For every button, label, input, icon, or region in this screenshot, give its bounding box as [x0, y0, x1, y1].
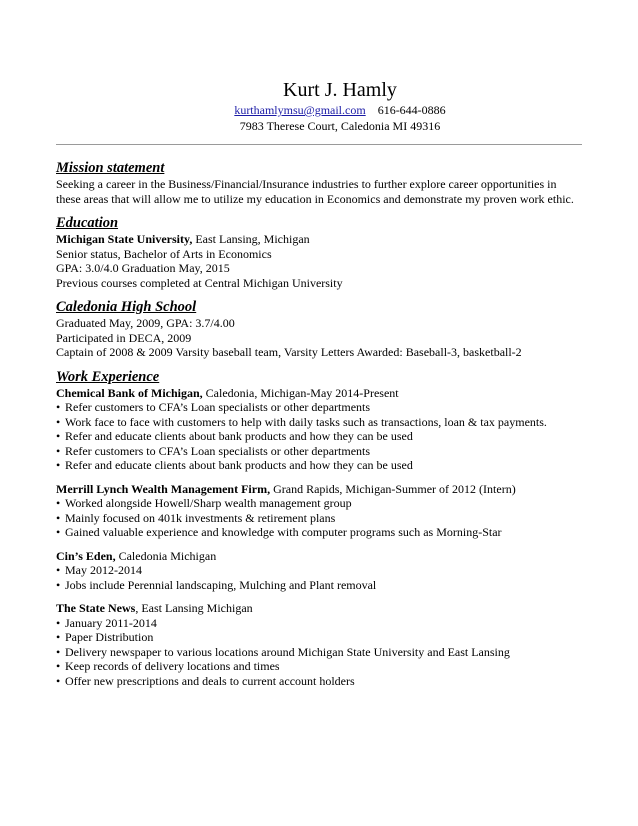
job-details: , East Lansing Michigan — [135, 601, 253, 615]
education-school-name: Michigan State University, — [56, 232, 193, 246]
candidate-name: Kurt J. Hamly — [283, 79, 397, 101]
job-bullet-text: Work face to face with customers to help with daily tasks such as transactions, loan & tax payments. — [65, 414, 547, 429]
bullet-icon: • — [56, 400, 61, 414]
mission-heading: Mission statement — [56, 160, 165, 176]
job-bullet — [56, 429, 586, 444]
job-bullet — [56, 525, 586, 540]
bullet-icon: • — [56, 563, 61, 577]
bullet-icon: • — [56, 673, 61, 688]
job-bullet-text: May 2012-2014 — [65, 563, 142, 577]
job-bullet-text: Keep records of delivery locations and times — [65, 659, 280, 673]
email-link[interactable]: kurthamlymsu@gmail.com — [234, 103, 366, 117]
bullet-icon: • — [56, 443, 61, 458]
job-bullet-text: Offer new prescriptions and deals to current account holders — [65, 673, 355, 688]
job-entry — [56, 386, 586, 473]
header-divider — [56, 144, 582, 145]
job-title-line — [56, 601, 586, 616]
job-bullet — [56, 458, 586, 473]
job-entry — [56, 601, 586, 688]
bullet-icon: • — [56, 630, 61, 644]
high-school-line: Graduated May, 2009, GPA: 3.7/4.00 — [56, 316, 235, 330]
education-school-location: East Lansing, Michigan — [192, 232, 310, 246]
resume-body — [56, 160, 586, 688]
bullet-icon: • — [56, 525, 61, 539]
education-line: Previous courses completed at Central Michigan University — [56, 275, 343, 290]
resume-header — [0, 78, 638, 134]
job-details: Caledonia Michigan — [115, 548, 217, 563]
bullet-icon: • — [56, 577, 61, 592]
job-entry — [56, 549, 586, 593]
job-bullet-text: Refer customers to CFA’s Loan specialists or other departments — [65, 400, 371, 414]
job-employer: Cin’s Eden, — [56, 548, 116, 563]
high-school-heading: Caledonia High School — [56, 299, 197, 315]
mission-line: these areas that will allow me to utilize my education in Economics and demonstrate my proven work ethic. — [56, 191, 574, 206]
job-bullet — [56, 616, 586, 631]
job-bullet — [56, 659, 586, 674]
job-employer: The State News — [56, 601, 136, 615]
job-bullet — [56, 400, 586, 415]
job-bullet — [56, 630, 586, 645]
job-title-line — [56, 386, 586, 401]
job-employer: Chemical Bank of Michigan, — [56, 385, 203, 400]
contact-line — [42, 102, 638, 118]
job-bullet-text: Mainly focused on 401k investments & retirement plans — [65, 510, 336, 525]
job-title-line — [56, 482, 586, 497]
job-bullet-text: Paper Distribution — [65, 630, 154, 644]
bullet-icon: • — [56, 510, 61, 525]
education-line: Senior status, Bachelor of Arts in Economics — [56, 246, 272, 261]
job-bullet — [56, 415, 586, 430]
education-school-line — [56, 232, 586, 247]
job-bullet — [56, 645, 586, 660]
education-heading: Education — [56, 215, 119, 231]
job-bullet — [56, 511, 586, 526]
job-entry — [56, 482, 586, 540]
phone-number: 616-644-0886 — [377, 103, 446, 117]
bullet-icon: • — [56, 496, 61, 510]
job-bullet-text: Gained valuable experience and knowledge with computer programs such as Morning-Star — [65, 525, 502, 539]
education-line: GPA: 3.0/4.0 Graduation May, 2015 — [56, 261, 230, 275]
work-heading: Work Experience — [56, 368, 160, 385]
high-school-line: Captain of 2008 & 2009 Varsity baseball team, Varsity Letters Awarded: Baseball-3, basketball-2 — [56, 345, 522, 359]
job-bullet — [56, 578, 586, 593]
job-bullet-text: Jobs include Perennial landscaping, Mulching and Plant removal — [65, 577, 377, 592]
job-bullet-text: Refer and educate clients about bank products and how they can be used — [65, 458, 413, 472]
mission-line: Seeking a career in the Business/Financial/Insurance industries to further explore career opportunities in — [56, 177, 557, 191]
bullet-icon: • — [56, 659, 61, 673]
job-employer: Merrill Lynch Wealth Management Firm, — [56, 481, 271, 496]
high-school-line: Participated in DECA, 2009 — [56, 330, 192, 345]
job-bullet-text: Worked alongside Howell/Sharp wealth management group — [65, 496, 352, 510]
bullet-icon: • — [56, 429, 61, 443]
job-bullet — [56, 444, 586, 459]
job-bullet-text: January 2011-2014 — [65, 615, 157, 630]
job-bullet — [56, 563, 586, 578]
bullet-icon: • — [56, 458, 61, 472]
job-bullet-text: Refer customers to CFA’s Loan specialists or other departments — [65, 443, 371, 458]
job-bullet — [56, 674, 586, 689]
bullet-icon: • — [56, 615, 61, 630]
job-details: Grand Rapids, Michigan-Summer of 2012 (Intern) — [270, 481, 516, 496]
contact-separator — [369, 103, 375, 117]
job-title-line — [56, 549, 586, 564]
job-bullet-text: Delivery newspaper to various locations around Michigan State University and East Lansing — [65, 644, 510, 659]
job-bullet-text: Refer and educate clients about bank products and how they can be used — [65, 429, 413, 443]
bullet-icon: • — [56, 644, 61, 659]
job-bullet — [56, 496, 586, 511]
job-details: Caledonia, Michigan-May 2014-Present — [202, 385, 399, 400]
bullet-icon: • — [56, 414, 61, 429]
address-line: 7983 Therese Court, Caledonia MI 49316 — [239, 119, 441, 133]
